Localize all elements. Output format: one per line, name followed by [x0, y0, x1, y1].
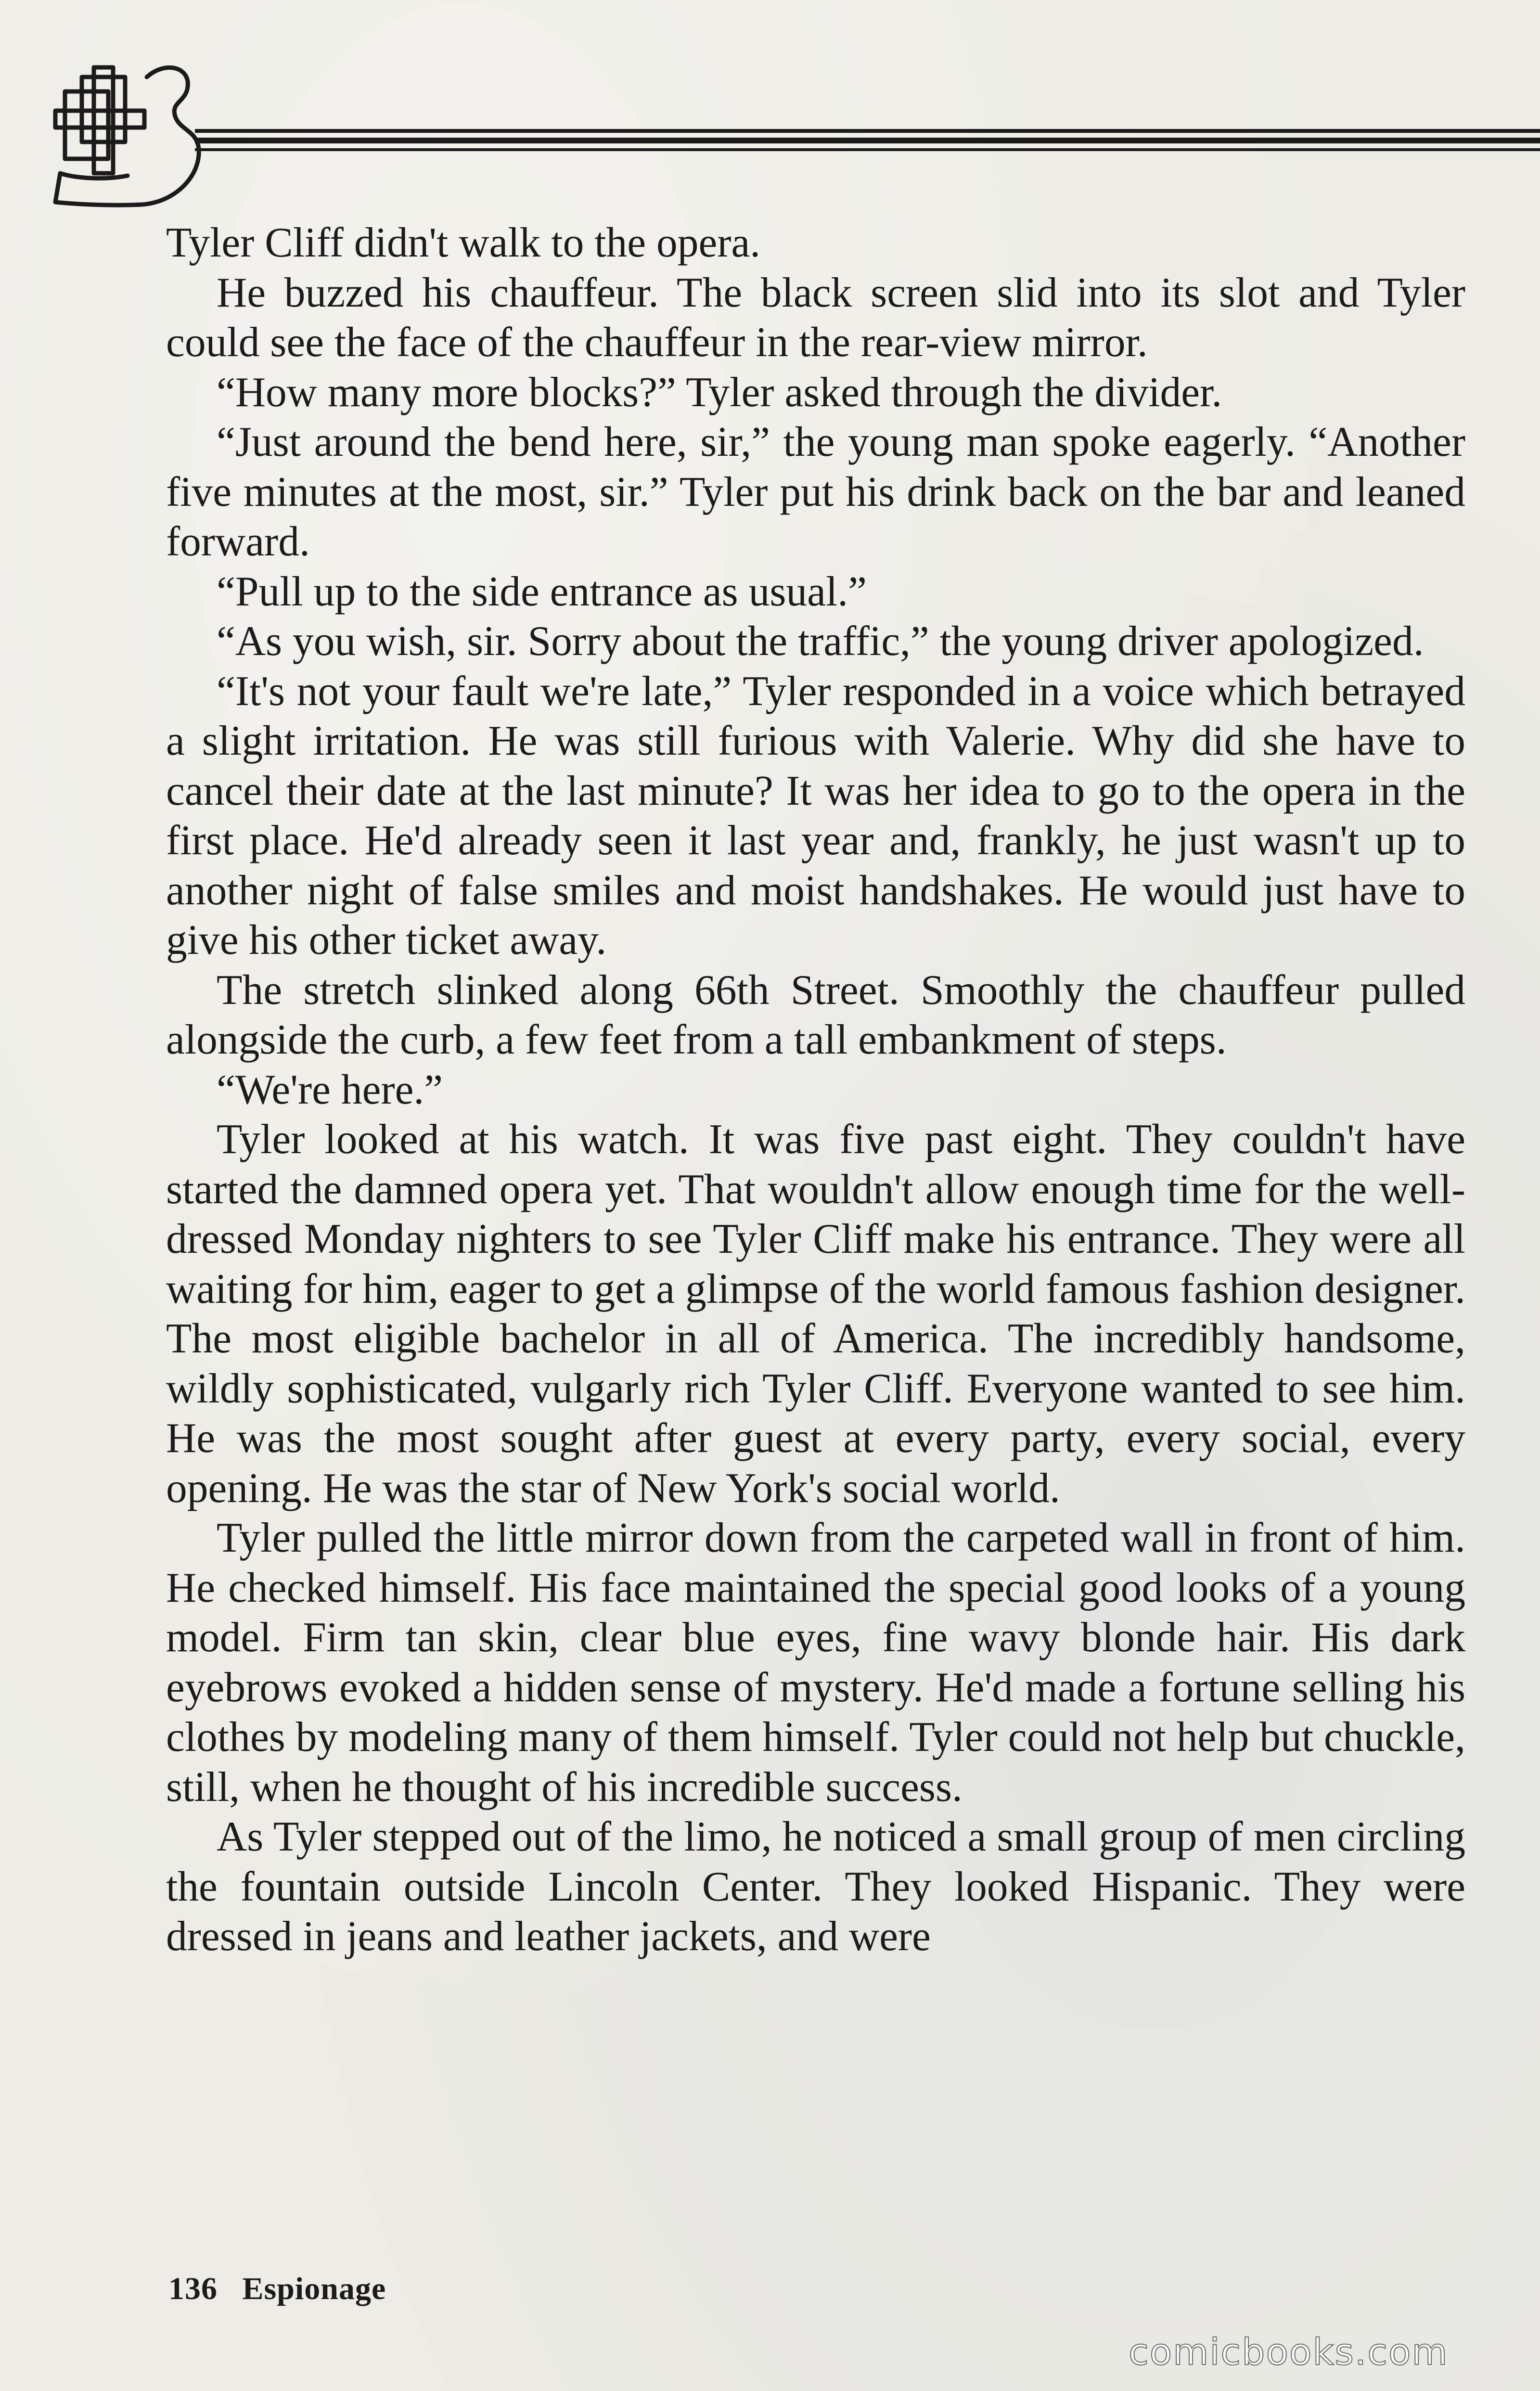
paragraph: “It's not your fault we're late,” Tyler responded in a voice which betrayed a slight irritation. He was still furious with Valerie. Why did she have to cancel their date at the last minute? It was her idea to go to the opera in the first place. He'd already seen it last year and, frankly, he just wasn't up to another night of false smiles and moist handshakes. He would just have to give his other ticket away.	[166, 667, 1465, 963]
story-text	[166, 218, 1465, 1961]
header-rule	[195, 129, 1540, 153]
paragraph: Tyler pulled the little mirror down from the carpeted wall in front of him. He checked himself. His face maintained the special good looks of a young model. Firm tan skin, clear blue eyes, fine wavy blonde hair. His dark eyebrows evoked a hidden sense of mystery. He'd made a fortune selling his clothes by modeling many of them himself. Tyler could not help but chuckle, still, when he thought of his incredible success.	[166, 1514, 1465, 1810]
paragraph: “How many more blocks?” Tyler asked through the divider.	[217, 368, 1222, 415]
page-footer	[168, 2271, 386, 2307]
paragraph: The stretch slinked along 66th Street. Smoothly the chauffeur pulled alongside the curb, a few feet from a tall embankment of steps.	[166, 966, 1465, 1063]
paragraph: Tyler Cliff didn't walk to the opera.	[166, 219, 761, 266]
paragraph: “Pull up to the side entrance as usual.”	[217, 567, 867, 615]
paragraph: “Just around the bend here, sir,” the young man spoke eagerly. “Another five minutes at the most, sir.” Tyler put his drink back on the bar and leaned forward.	[166, 418, 1465, 565]
paragraph: He buzzed his chauffeur. The black screen slid into its slot and Tyler could see the face of the chauffeur in the rear-view mirror.	[166, 269, 1465, 365]
page-number: 136	[168, 2271, 218, 2306]
paragraph: Tyler looked at his watch. It was five past eight. They couldn't have started the damned opera yet. That wouldn't allow enough time for the well-dressed Monday nighters to see Tyler Cliff make his entrance. They were all waiting for him, eager to get a glimpse of the world famous fashion designer. The most eligible bachelor in all of America. The incredibly handsome, wildly sophisticated, vulgarly rich Tyler Cliff. Everyone wanted to see him. He was the most sought after guest at every party, every social, every opening. He was the star of New York's social world.	[166, 1116, 1465, 1511]
celtic-knot-ornament-icon	[46, 58, 209, 212]
paragraph: “We're here.”	[217, 1066, 443, 1113]
book-title: Espionage	[242, 2271, 386, 2306]
paragraph: As Tyler stepped out of the limo, he noticed a small group of men circling the fountain outside Lincoln Center. They looked Hispanic. They were dressed in jeans and leather jackets, and were	[166, 1813, 1465, 1959]
watermark: comicbooks.com	[1129, 2330, 1449, 2373]
paragraph: “As you wish, sir. Sorry about the traffic,” the young driver apologized.	[217, 617, 1424, 664]
